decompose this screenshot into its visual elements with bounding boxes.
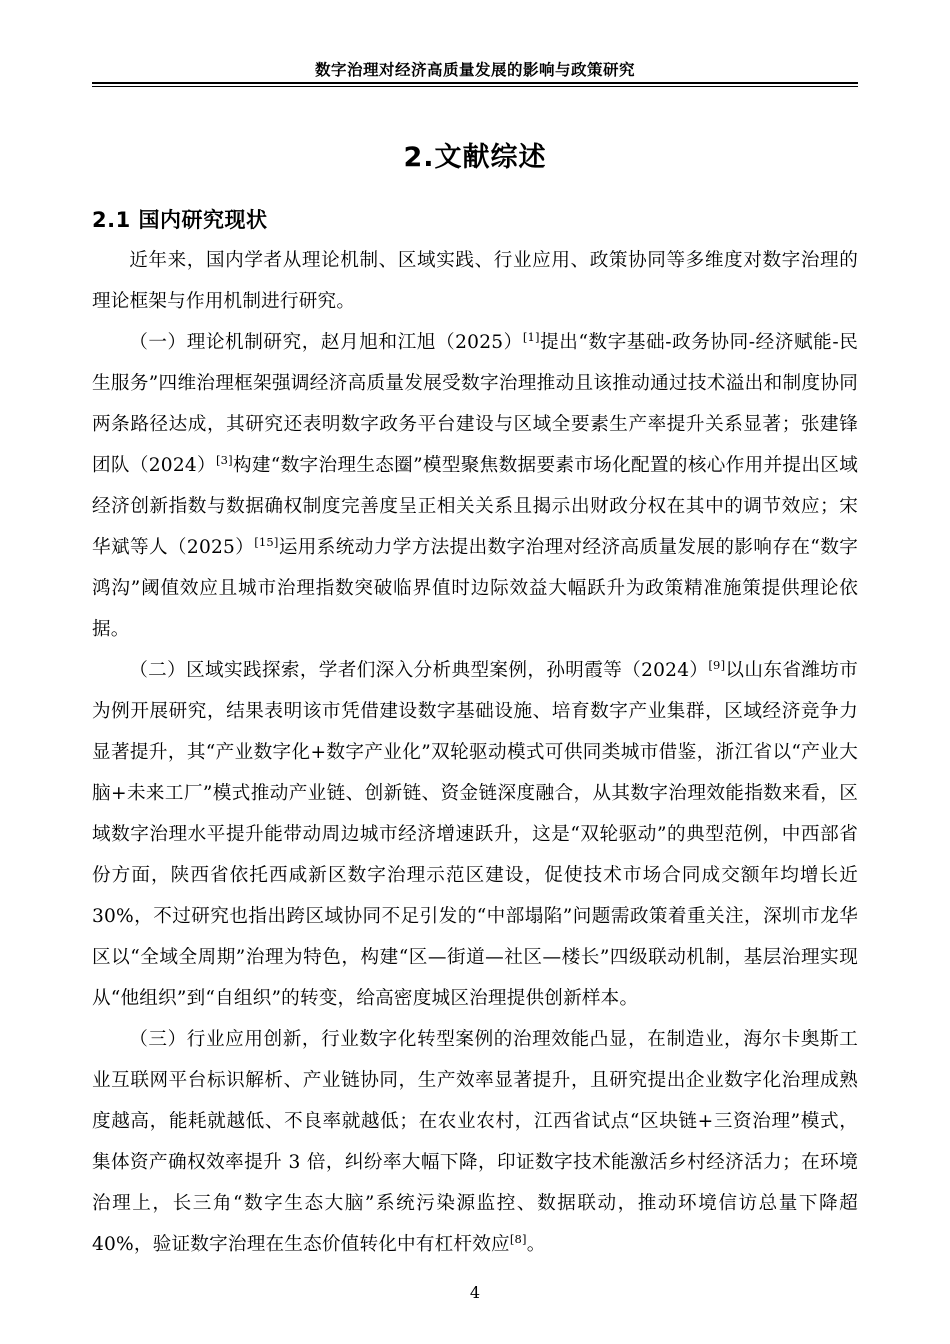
page-header [92, 58, 858, 93]
paragraph-2-part-d: 运用系统动力学方法提出数字治理对经济高质量发展的影响存在“数字鸿沟”阈值效应且城市治理指数突破临界值时边际效益大幅跃升为政策精准施策提供理论依据。 [92, 537, 858, 641]
paragraph-2-part-a: （一）理论机制研究，赵月旭和江旭（2025） [129, 332, 523, 354]
paragraph-2 [92, 322, 858, 650]
paragraph-3-part-a: （二）区域实践探索，学者们深入分析典型案例，孙明霞等（2024） [129, 660, 709, 682]
citation-ref-9: [9] [708, 658, 726, 673]
citation-ref-3: [3] [215, 453, 233, 468]
citation-ref-1: [1] [522, 330, 540, 345]
paragraph-4-part-b: 。 [526, 1234, 546, 1256]
paragraph-1: 近年来，国内学者从理论机制、区域实践、行业应用、政策协同等多维度对数字治理的理论框架与作用机制进行研究。 [92, 250, 858, 313]
citation-ref-15: [15] [254, 535, 279, 550]
section-title: 2.1 国内研究现状 [92, 208, 268, 233]
paragraph-3-part-b: 以山东省潍坊市为例开展研究，结果表明该市凭借建设数字基础设施、培育数字产业集群，区域经济竞争力显著提升，其“产业数字化+数字产业化”双轮驱动模式可供同类城市借鉴，浙江省以“产业大脑+未来工厂”模式推动产业链、创新链、资金链深度融合，从其数字治理效能指数来看，区域数字治理水平提升能带动周边城市经济增速跃升，这是“双轮驱动”的典型范例，中西部省份方面，陕西省依托西咸新区数字治理示范区建设，促使技术市场合同成交额年均增长近 30%，不过研究也指出跨区域协同不足引发的“中部塌陷”问题需政策着重关注，深圳市龙华区以“全域全周期”治理为特色，构建“区—街道—社区—楼长”四级联动机制，基层治理实现从“他组织”到“自组织”的转变，给高密度城区治理提供创新样本。 [92, 660, 858, 1010]
paragraph-2-part-c: 构建“数字治理生态圈”模型聚焦数据要素市场化配置的核心作用并提出区域经济创新指数与数据确权制度完善度呈正相关关系且揭示出财政分权在其中的调节效应；宋华斌等人（2025） [92, 455, 858, 559]
page-number: 4 [469, 1283, 481, 1302]
header-divider [92, 82, 858, 87]
paragraph-2-part-b: 提出“数字基础-政务协同-经济赋能-民生服务”四维治理框架强调经济高质量发展受数字治理推动且该推动通过技术溢出和制度协同两条路径达成，其研究还表明数字政务平台建设与区域全要素生产率提升关系显著；张建锋团队（2024） [92, 332, 858, 477]
citation-ref-8: [8] [509, 1232, 527, 1247]
paragraph-4-part-a: （三）行业应用创新，行业数字化转型案例的治理效能凸显，在制造业，海尔卡奥斯工业互联网平台标识解析、产业链协同，生产效率显著提升，且研究提出企业数字化治理成熟度越高，能耗就越低、不良率就越低；在农业农村，江西省试点“区块链+三资治理”模式，集体资产确权效率提升 3 倍，纠纷率大幅下降，印证数字技术能激活乡村经济活力；在环境治理上，长三角“数字生态大脑”系统污染源监控、数据联动，推动环境信访总量下降超 40%，验证数字治理在生态价值转化中有杠杆效应 [92, 1029, 858, 1256]
running-title: 数字治理对经济高质量发展的影响与政策研究 [314, 61, 635, 79]
paragraph-4 [92, 1019, 858, 1265]
chapter-title: 2.文献综述 [403, 142, 547, 174]
paragraph-3 [92, 650, 858, 1019]
